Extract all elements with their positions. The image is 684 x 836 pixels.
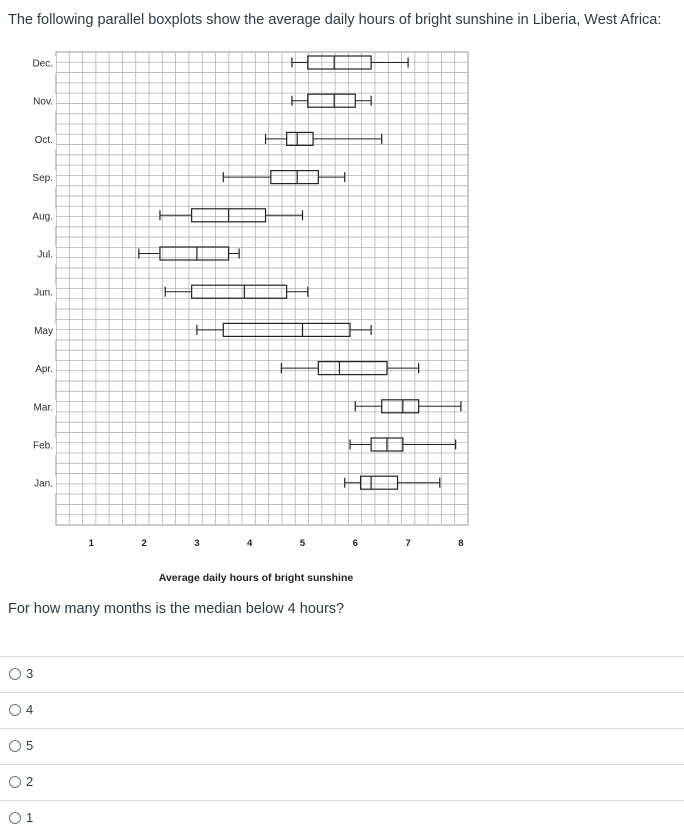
x-tick-label: 5 — [299, 538, 306, 549]
x-tick-label: 3 — [194, 538, 200, 549]
category-label: Mar. — [33, 402, 53, 414]
x-tick-label: 4 — [247, 538, 253, 549]
x-axis-label: Average daily hours of bright sunshine — [158, 572, 354, 584]
category-label: Apr. — [35, 364, 53, 376]
answer-label: 2 — [26, 774, 34, 789]
category-label: Jul. — [37, 249, 53, 261]
answer-label: 1 — [26, 810, 34, 825]
category-label: Feb. — [32, 440, 53, 452]
x-tick-label: 2 — [141, 538, 147, 549]
x-tick-label: 8 — [458, 538, 464, 549]
category-label: Nov. — [33, 96, 53, 108]
answer-option-4[interactable] — [0, 764, 684, 800]
category-label: Aug. — [32, 211, 53, 223]
answer-label: 3 — [26, 666, 34, 681]
x-tick-label: 6 — [352, 538, 358, 549]
radio-button[interactable] — [9, 704, 21, 716]
radio-button[interactable] — [9, 776, 21, 788]
category-label: Dec. — [32, 58, 53, 70]
question-intro: The following parallel boxplots show the average daily hours of bright sunshine in Liberia, West Africa: — [8, 12, 662, 28]
radio-button[interactable] — [9, 668, 21, 680]
radio-button[interactable] — [9, 740, 21, 752]
x-tick-label: 7 — [405, 538, 411, 549]
boxplot-chart — [0, 50, 684, 600]
answer-option-1[interactable] — [0, 656, 684, 692]
answer-option-3[interactable] — [0, 728, 684, 764]
category-label: May — [34, 325, 53, 337]
category-label: Jan. — [34, 478, 53, 490]
radio-button[interactable] — [9, 812, 21, 824]
answer-label: 5 — [26, 738, 34, 753]
answer-label: 4 — [26, 702, 34, 717]
boxplot-svg — [0, 50, 684, 600]
category-label: Jun. — [34, 287, 53, 299]
answer-option-5[interactable] — [0, 800, 684, 836]
category-label: Sep. — [32, 173, 53, 185]
x-tick-label: 1 — [88, 538, 94, 549]
answer-option-2[interactable] — [0, 692, 684, 728]
question-prompt: For how many months is the median below 4 hours? — [8, 601, 345, 617]
category-label: Oct. — [34, 134, 53, 146]
answer-list — [0, 656, 684, 836]
